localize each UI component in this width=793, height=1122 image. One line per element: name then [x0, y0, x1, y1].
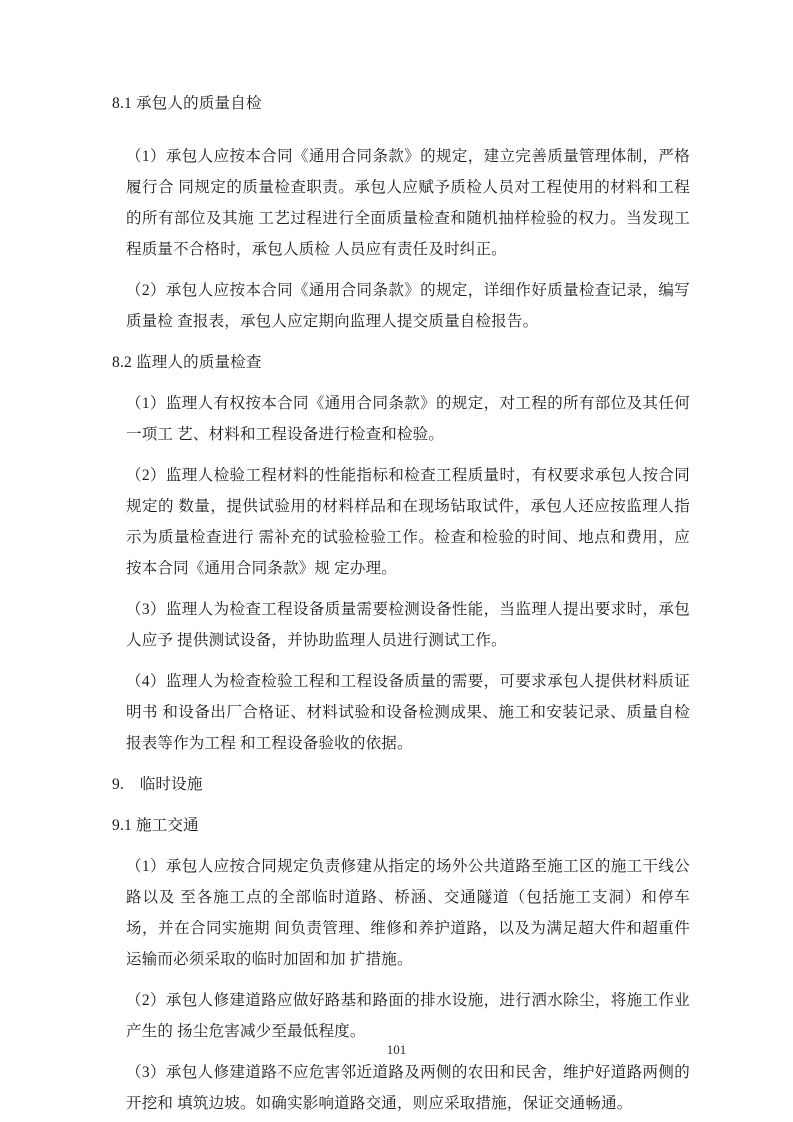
paragraph-9-1-3: （3）承包人修建道路不应危害邻近道路及两侧的农田和民舍，维护好道路两侧的开挖和 填筑边坡。如确实影响道路交通，则应采取措施，保证交通畅通。	[126, 1064, 690, 1112]
paragraph-9-1-1: （1）承包人应按合同规定负责修建从指定的场外公共道路至施工区的施工干线公路以及 至各施工点的全部临时道路、桥涵、交通隧道（包括施工支洞）和停车场，并在合同实施期 间负责管理、维修和养护道路，以及为满足超大件和超重件运输而必须采取的临时加固和加 扩措施。	[126, 858, 690, 968]
page-number: 101	[386, 1042, 407, 1057]
paragraph-9-1-2: （2）承包人修建道路应做好路基和路面的排水设施，进行洒水除尘，将施工作业产生的 扬尘危害减少至最低程度。	[126, 992, 690, 1040]
section-heading-8-2: 8.2 监理人的质量检查	[112, 354, 262, 371]
paragraph-8-2-3: （3）监理人为检查工程设备质量需要检测设备性能，当监理人提出要求时，承包人应予 提供测试设备，并协助监理人员进行测试工作。	[126, 601, 690, 649]
section-heading-9: 9. 临时设施	[112, 776, 203, 793]
section-heading-9-1: 9.1 施工交通	[112, 817, 199, 834]
paragraph-8-2-1: （1）监理人有权按本合同《通用合同条款》的规定，对工程的所有部位及其任何一项工 艺、材料和工程设备进行检查和检验。	[126, 395, 690, 443]
paragraph-8-1-1: （1）承包人应按本合同《通用合同条款》的规定，建立完善质量管理体制，严格履行合 同规定的质量检查职责。承包人应赋予质检人员对工程使用的材料和工程的所有部位及其施 工艺过程进行全面质量检查和随机抽样检验的权力。当发现工程质量不合格时，承包人质检 人员应有责任及时纠正。	[126, 148, 690, 258]
paragraph-8-2-2: （2）监理人检验工程材料的性能指标和检查工程质量时，有权要求承包人按合同规定的 数量，提供试验用的材料样品和在现场钻取试件，承包人还应按监理人指示为质量检查进行 需补充的试验检验工作。检查和检验的时间、地点和费用，应按本合同《通用合同条款》规 定办理。	[126, 467, 690, 577]
section-heading-8-1: 8.1 承包人的质量自检	[112, 95, 262, 112]
paragraph-8-2-4: （4）监理人为检查检验工程和工程设备质量的需要，可要求承包人提供材料质证明书 和设备出厂合格证、材料试验和设备检测成果、施工和安装记录、质量自检报表等作为工程 和工程设备验收的依据。	[126, 673, 690, 752]
paragraph-8-1-2: （2）承包人应按本合同《通用合同条款》的规定，详细作好质量检查记录，编写质量检 查报表，承包人应定期向监理人提交质量自检报告。	[126, 282, 690, 330]
page-content	[112, 88, 690, 1122]
